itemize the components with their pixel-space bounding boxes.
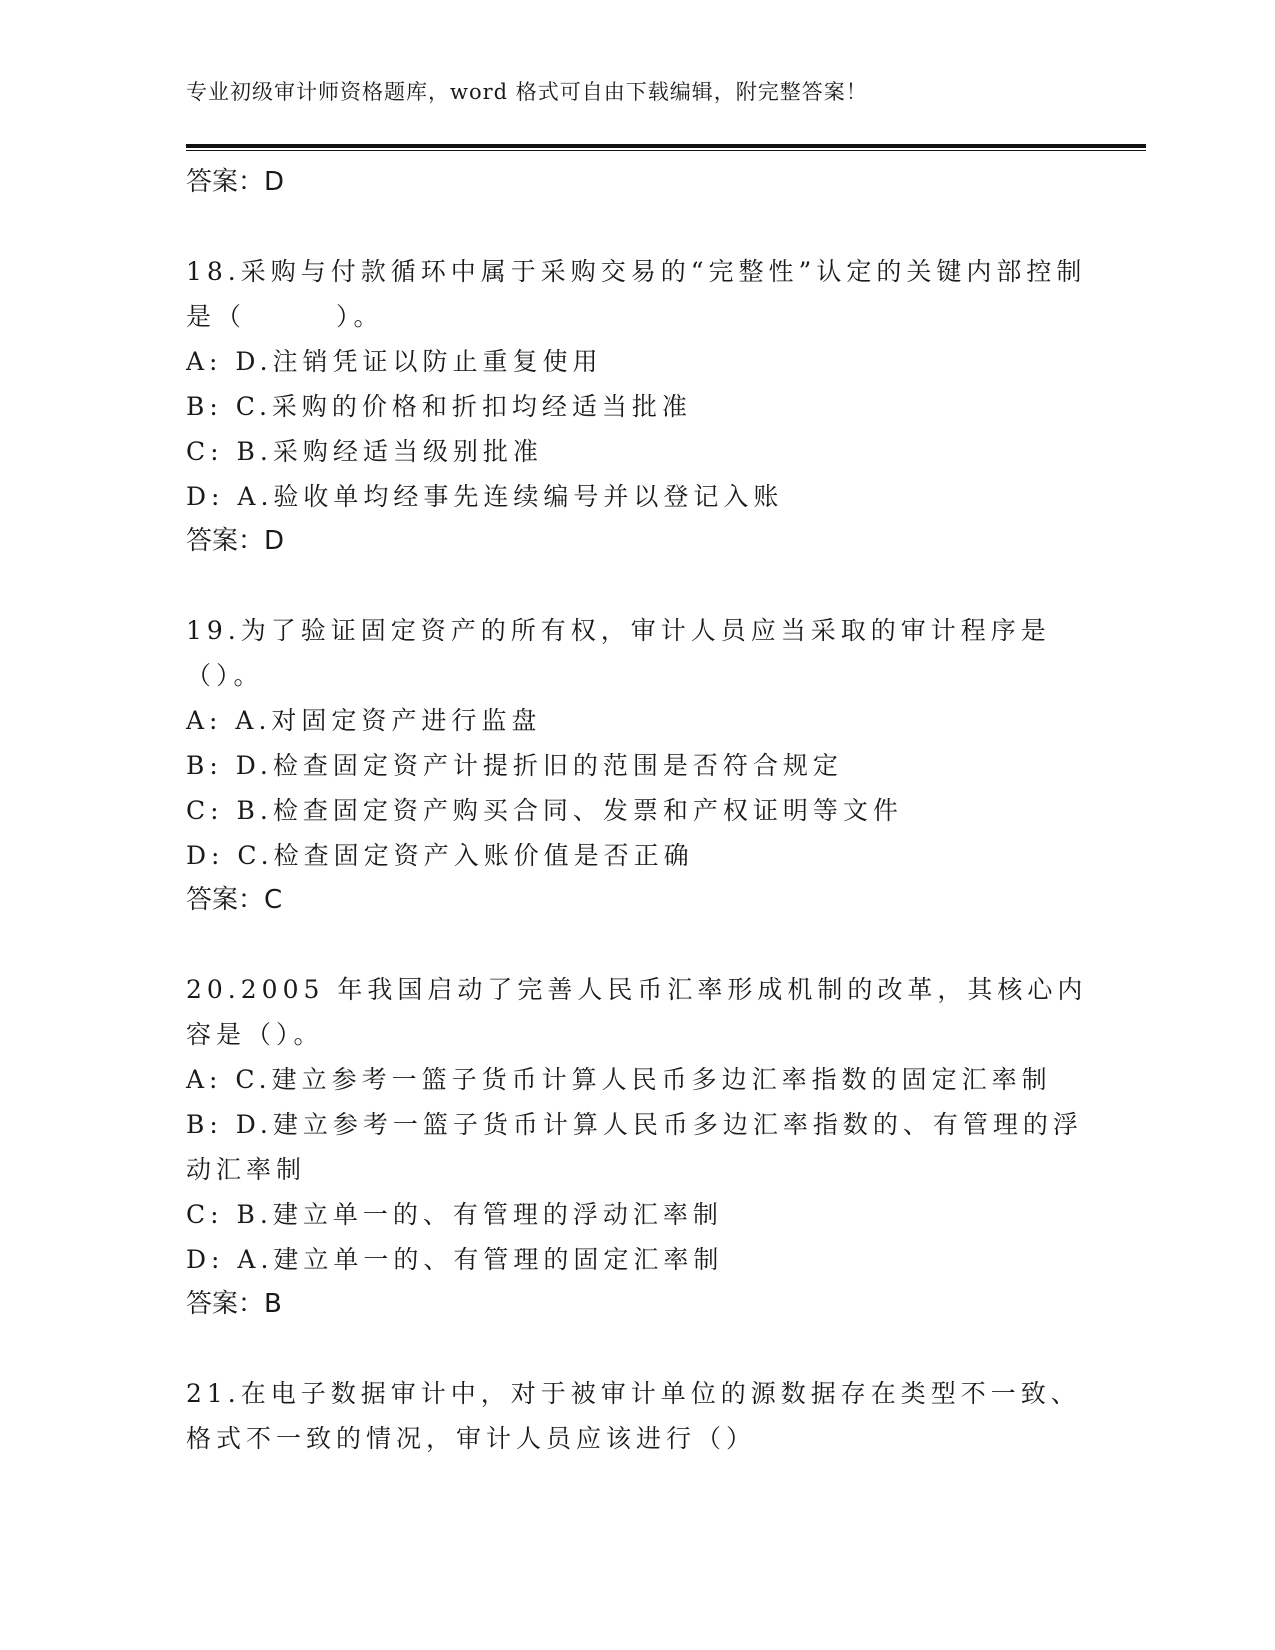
question-stem: 20.2005 年我国启动了完善人民币汇率形成机制的改革，其核心内容是（）。 [186, 975, 1088, 1049]
option-d: D: A.建立单一的、有管理的固定汇率制 [186, 1245, 724, 1274]
option-c: C: B.采购经适当级别批准 [186, 437, 543, 466]
answer-line: 答案：D [186, 526, 285, 556]
answer-line: 答案：D [186, 167, 285, 197]
option-d: D: C.检查固定资产入账价值是否正确 [186, 841, 694, 870]
option-c: C: B.建立单一的、有管理的浮动汇率制 [186, 1200, 723, 1229]
question-stem: 21.在电子数据审计中，对于被审计单位的源数据存在类型不一致、格式不一致的情况，审计人员应该进行（） [186, 1379, 1081, 1453]
answer-line: 答案：C [186, 885, 283, 915]
option-b: B: D.检查固定资产计提折旧的范围是否符合规定 [186, 751, 843, 780]
option-b: B: C.采购的价格和折扣均经适当批准 [186, 392, 692, 421]
question-18 [186, 249, 1096, 564]
answer-line: 答案：B [186, 1289, 282, 1319]
question-21 [186, 1371, 1096, 1461]
option-a: A: D.注销凭证以防止重复使用 [186, 347, 603, 376]
header-rule-thick [186, 144, 1146, 148]
page-header-note: 专业初级审计师资格题库，word 格式可自由下载编辑，附完整答案！ [186, 80, 868, 104]
document-body [186, 160, 1096, 1461]
option-c: C: B.检查固定资产购买合同、发票和产权证明等文件 [186, 796, 903, 825]
question-19 [186, 608, 1096, 923]
question-stem: 18.采购与付款循环中属于采购交易的“完整性”认定的关键内部控制是（ ）。 [186, 257, 1087, 331]
question-stem: 19.为了验证固定资产的所有权，审计人员应当采取的审计程序是（）。 [186, 616, 1051, 690]
option-a: A: C.建立参考一篮子货币计算人民币多边汇率指数的固定汇率制 [186, 1065, 1052, 1094]
option-b: B: D.建立参考一篮子货币计算人民币多边汇率指数的、有管理的浮动汇率制 [186, 1110, 1083, 1184]
option-a: A: A.对固定资产进行监盘 [186, 706, 542, 735]
header-rule-thin [186, 150, 1146, 151]
question-20 [186, 967, 1096, 1327]
option-d: D: A.验收单均经事先连续编号并以登记入账 [186, 482, 784, 511]
